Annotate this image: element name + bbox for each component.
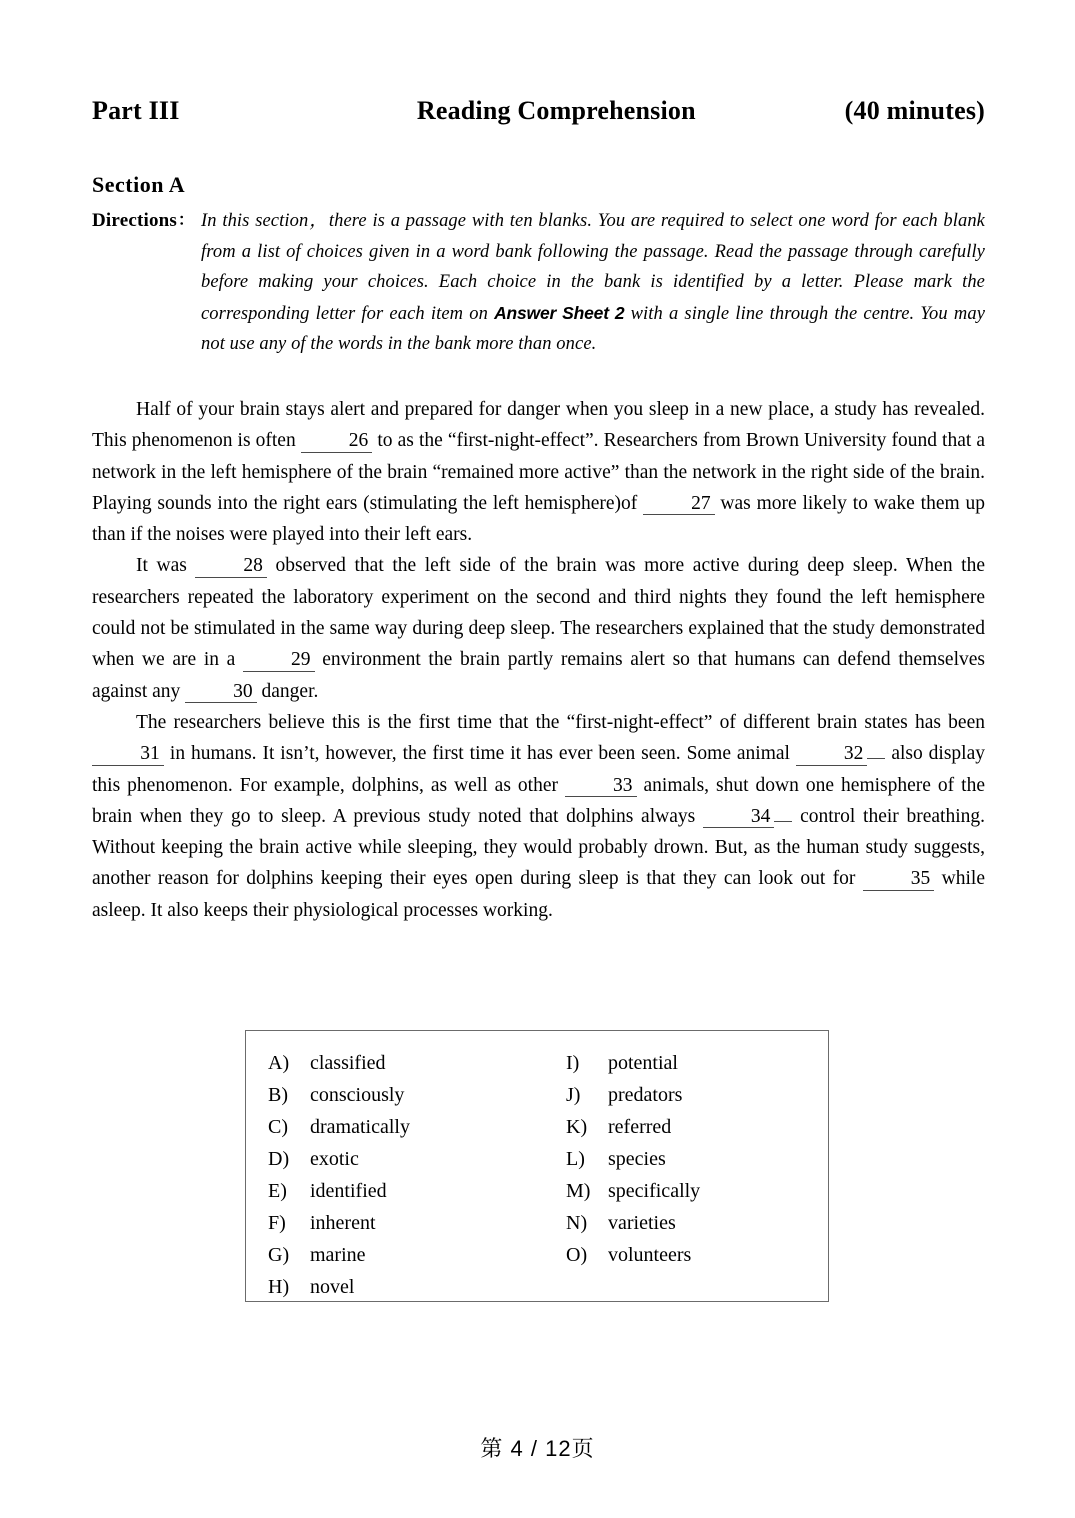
directions-block (92, 206, 985, 360)
word-bank-word: predators (608, 1084, 683, 1106)
word-bank-word: volunteers (608, 1244, 692, 1266)
word-bank-word: identified (310, 1180, 387, 1202)
blank-35[interactable]: 35 (863, 869, 935, 890)
para2-text-c: environment the brain partly remains alert so that humans can defend themselves against any (92, 649, 985, 702)
word-bank-word: marine (310, 1244, 366, 1266)
para1-text-c: was more likely to wake them up than if the noises were played into their left ears. (92, 492, 985, 546)
passage-paragraph-1 (92, 394, 985, 550)
word-bank-item[interactable] (268, 1143, 410, 1175)
directions-label (92, 206, 194, 238)
directions-text-part2: with a single line through the centre. You may not use any of the words in the bank more than once. (201, 303, 986, 354)
para1-text-b: to as the “first-night-effect”. Researchers from Brown University found that a network in the left hemisphere of the brain “remained more active” than the network in the right side of the brain. Playing sounds into the right ears (stimulating the left hemisphere)of (92, 430, 985, 514)
blank-34[interactable]: 34 (703, 807, 775, 828)
para2-text-a: It was (136, 555, 196, 577)
passage-paragraph-2 (92, 550, 985, 706)
word-bank-word: potential (608, 1052, 678, 1074)
word-bank-word: species (608, 1148, 666, 1170)
word-bank-item[interactable] (268, 1175, 410, 1207)
word-bank-letter: M) (566, 1180, 591, 1202)
word-bank-item[interactable] (268, 1111, 410, 1143)
page-header (92, 96, 985, 126)
para3-text-a: The researchers believe this is the first time that the “first-night-effect” of different brain states has been (136, 711, 985, 733)
blank-32[interactable]: 32 (796, 744, 868, 765)
blank-31[interactable]: 31 (92, 744, 164, 765)
word-bank-letter: N) (566, 1212, 588, 1234)
word-bank-word: novel (310, 1276, 355, 1298)
section-heading: Section A (92, 172, 186, 197)
blank-29[interactable]: 29 (243, 650, 315, 671)
word-bank-letter: K) (566, 1116, 588, 1138)
word-bank-column-left (268, 1047, 410, 1303)
directions-text-part1: In this section，there is a passage with ten blanks. You are required to select one word for each blank from a list of choices given in a word bank following the passage. Read the passage through carefully before making your choices. Each choice in the bank is identified by a letter. Please mark the corresponding letter for each item on (201, 211, 985, 324)
word-bank-letter: C) (268, 1116, 288, 1138)
word-bank-item[interactable] (268, 1271, 410, 1303)
word-bank-letter: O) (566, 1244, 588, 1266)
para3-text-b: in humans. It isn’t, however, the first time it has ever been seen. Some animal (164, 743, 796, 765)
part-label: Part III (92, 96, 180, 125)
word-bank-word: varieties (608, 1212, 676, 1234)
word-bank-item[interactable] (566, 1079, 700, 1111)
word-bank-letter: G) (268, 1244, 290, 1266)
para3-text-c: also display this phenomenon. For example, dolphins, as well as other (92, 743, 985, 796)
para2-text-b: observed that the left side of the brain was more active during deep sleep. When the researchers repeated the laboratory experiment on the second and third nights they found the left hemisphere could not be stimulated in the same way during deep sleep. The researchers explained that the study demonstrated when we are in a (92, 555, 985, 671)
para3-text-d: animals, shut down one hemisphere of the brain when they go to sleep. A previous study noted that dolphins always (92, 774, 985, 827)
directions-colon: ： (178, 212, 195, 229)
directions-text (201, 206, 985, 360)
word-bank-letter: A) (268, 1052, 290, 1074)
passage-body (92, 394, 985, 926)
para3-text-e: control their breathing. Without keeping the brain active while sleeping, they would probably drown. But, as the human study suggests, another reason for dolphins keeping their eyes open during sleep is that they can look out for (92, 805, 986, 890)
blank-26[interactable]: 26 (301, 431, 373, 452)
page-number-label: 第 4 / 12页 (480, 1436, 595, 1461)
word-bank-item[interactable] (268, 1207, 410, 1239)
passage-paragraph-3 (92, 707, 985, 926)
blank-30[interactable]: 30 (185, 682, 257, 703)
word-bank-letter: B) (268, 1084, 288, 1106)
page-title: Reading Comprehension (416, 96, 696, 125)
time-allotment: (40 minutes) (844, 96, 985, 125)
word-bank-item[interactable] (566, 1111, 700, 1143)
blank-32-continuation (867, 758, 885, 759)
word-bank-word: inherent (310, 1212, 376, 1234)
word-bank-word: consciously (310, 1084, 405, 1106)
blank-34-continuation (774, 821, 792, 822)
word-bank-letter: D) (268, 1148, 290, 1170)
word-bank-letter: H) (268, 1276, 290, 1298)
word-bank-word: dramatically (310, 1116, 410, 1138)
word-bank-item[interactable] (566, 1239, 700, 1271)
word-bank-item[interactable] (566, 1175, 700, 1207)
word-bank-letter: J) (566, 1084, 581, 1106)
blank-27[interactable]: 27 (643, 494, 715, 515)
word-bank-letter: L) (566, 1148, 585, 1170)
word-bank-word: specifically (608, 1180, 701, 1202)
word-bank-item[interactable] (566, 1047, 700, 1079)
word-bank-item[interactable] (268, 1079, 410, 1111)
word-bank-column-right (566, 1047, 700, 1271)
blank-28[interactable]: 28 (195, 556, 267, 577)
word-bank-letter: F) (268, 1212, 286, 1234)
word-bank-item[interactable] (268, 1239, 410, 1271)
word-bank-box (245, 1030, 829, 1302)
word-bank-item[interactable] (268, 1047, 410, 1079)
answer-sheet-emphasis: Answer Sheet 2 (494, 302, 625, 323)
word-bank-word: exotic (310, 1148, 359, 1170)
blank-33[interactable]: 33 (565, 776, 637, 797)
word-bank-word: classified (310, 1052, 386, 1074)
word-bank-item[interactable] (566, 1207, 700, 1239)
para2-text-d: danger. (256, 680, 319, 702)
page-footer (0, 1432, 1075, 1463)
word-bank-word: referred (608, 1116, 672, 1138)
word-bank-letter: E) (268, 1180, 287, 1202)
word-bank-item[interactable] (566, 1143, 700, 1175)
para3-text-f: while asleep. It also keeps their physiological processes working. (92, 868, 985, 921)
para1-text-a: Half of your brain stays alert and prepared for danger when you sleep in a new place, a study has revealed. This phenomenon is often (92, 399, 985, 452)
directions-label-text: Directions (92, 210, 178, 231)
word-bank-letter: I) (566, 1052, 580, 1074)
